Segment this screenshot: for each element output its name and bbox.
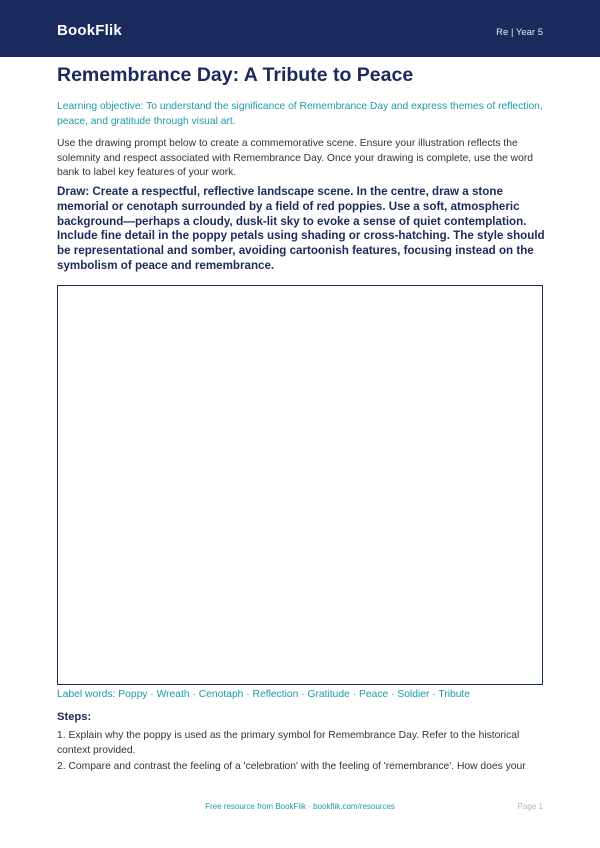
steps-heading: Steps: (57, 711, 92, 723)
step-item: 2. Compare and contrast the feeling of a 'celebration' with the feeling of 'remembrance'. How does your (57, 761, 526, 772)
page-number: Page 1 (517, 802, 543, 811)
page-header (0, 0, 600, 57)
step-item: 1. Explain why the poppy is used as the primary symbol for Remembrance Day. Refer to the historical context provided. (57, 730, 520, 756)
drawing-prompt: Draw: Create a respectful, reflective landscape scene. In the centre, draw a stone memorial or cenotaph surrounded by a field of red poppies. Use a soft, atmospheric background—perhaps a cloudy, dusk-lit sky to evoke a sense of quiet contemplation. Include fine detail in the poppy petals using shading or cross-hatching. The style should be representational and somber, avoiding cartoonish features, focusing instead on the symbolism of peace and remembrance. (57, 185, 545, 272)
instructions-text: Use the drawing prompt below to create a commemorative scene. Ensure your illustration reflects the solemnity and respect associated with Remembrance Day. Once your drawing is complete, use the word bank to label key features of your work. (57, 138, 533, 178)
page-title: Remembrance Day: A Tribute to Peace (57, 64, 414, 86)
brand-logo[interactable]: BookFlik (57, 22, 122, 39)
learning-objective: Learning objective: To understand the significance of Remembrance Day and express themes of reflection, peace, and gratitude through visual art. (57, 101, 543, 127)
word-bank: Label words: Poppy · Wreath · Cenotaph · Reflection · Gratitude · Peace · Soldier · Tribute (57, 689, 471, 700)
subject-year-label: Re | Year 5 (496, 27, 543, 38)
drawing-area[interactable] (57, 285, 543, 685)
footer-credit-link[interactable]: Free resource from BookFlik · bookflik.com/resources (205, 802, 395, 811)
